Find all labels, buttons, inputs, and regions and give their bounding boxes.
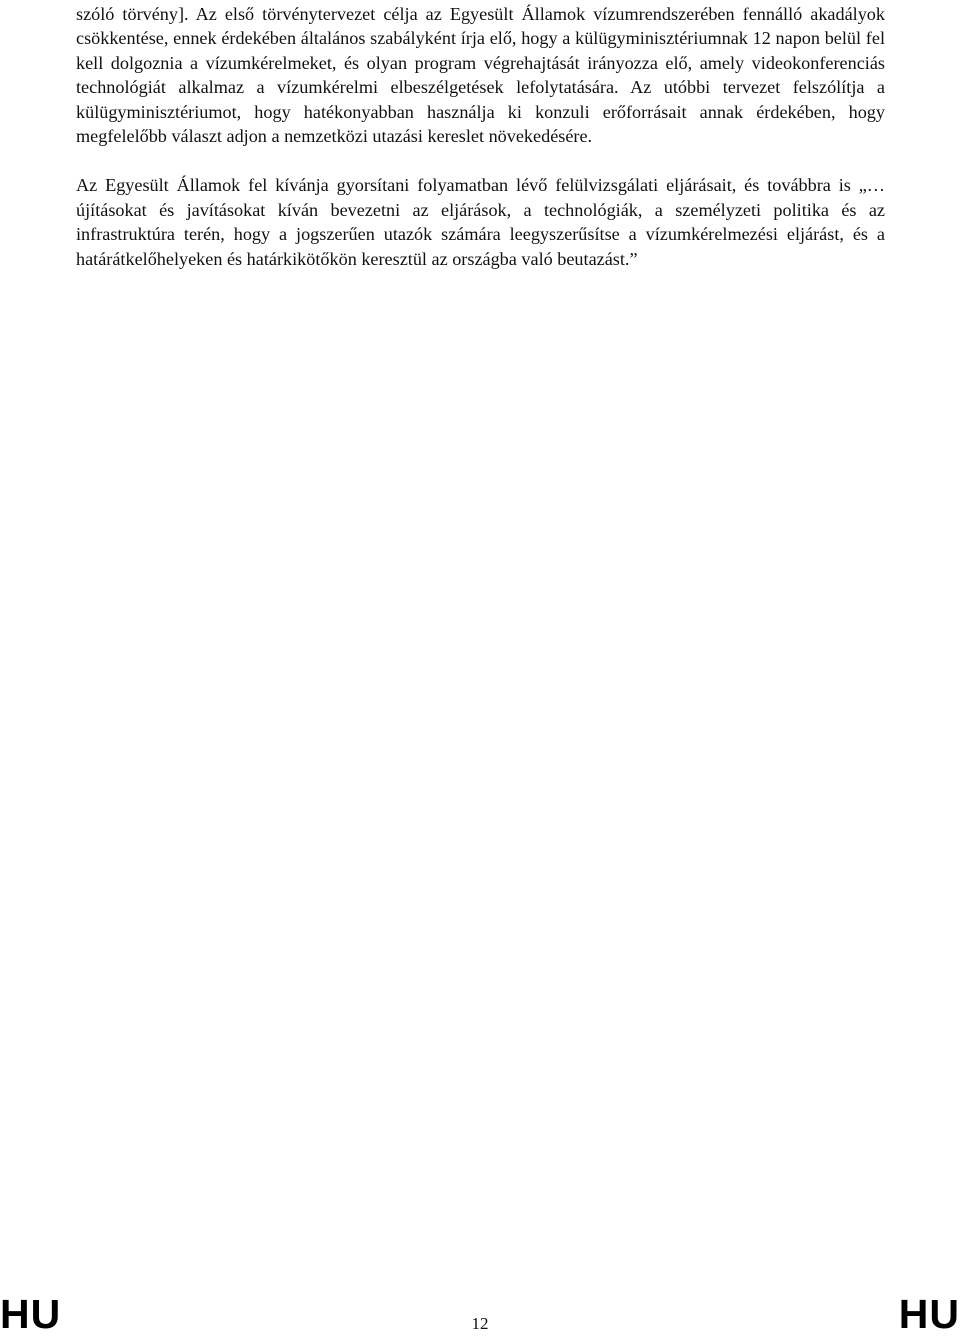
page-number: 12 [471,1314,489,1333]
footer-language-code-left: HU [0,1291,62,1337]
document-body [76,2,885,271]
paragraph: szóló törvény]. Az első törvénytervezet célja az Egyesült Államok vízumrendszerében fennálló akadályok csökkentése, ennek érdekében általános szabályként írja elő, hogy a külügyminisztériumnak 12 napon belül fel kell dolgoznia a vízumkérelmeket, és olyan program végrehajtását irányozza elő, amely videokonferenciás technológiát alkalmaz a vízumkérelmi elbeszélgetések lefolytatására. Az utóbbi tervezet felszólítja a külügyminisztériumot, hogy hatékonyabban használja ki konzuli erőforrásait annak érdekében, hogy megfelelőbb választ adjon a nemzetközi utazási kereslet növekedésére. [76,4,885,147]
paragraph: Az Egyesült Államok fel kívánja gyorsítani folyamatban lévő felülvizsgálati eljárásait, és továbbra is „…újításokat és javításokat kíván bevezetni az eljárások, a technológiák, a személyzeti politika és az infrastruktúra terén, hogy a jogszerűen utazók számára leegyszerűsítse a vízumkérelmezési eljárást, és a határátkelőhelyeken és határkikötőkön keresztül az országba való beutazást.” [76,175,885,269]
footer-language-code-right: HU [898,1291,960,1337]
